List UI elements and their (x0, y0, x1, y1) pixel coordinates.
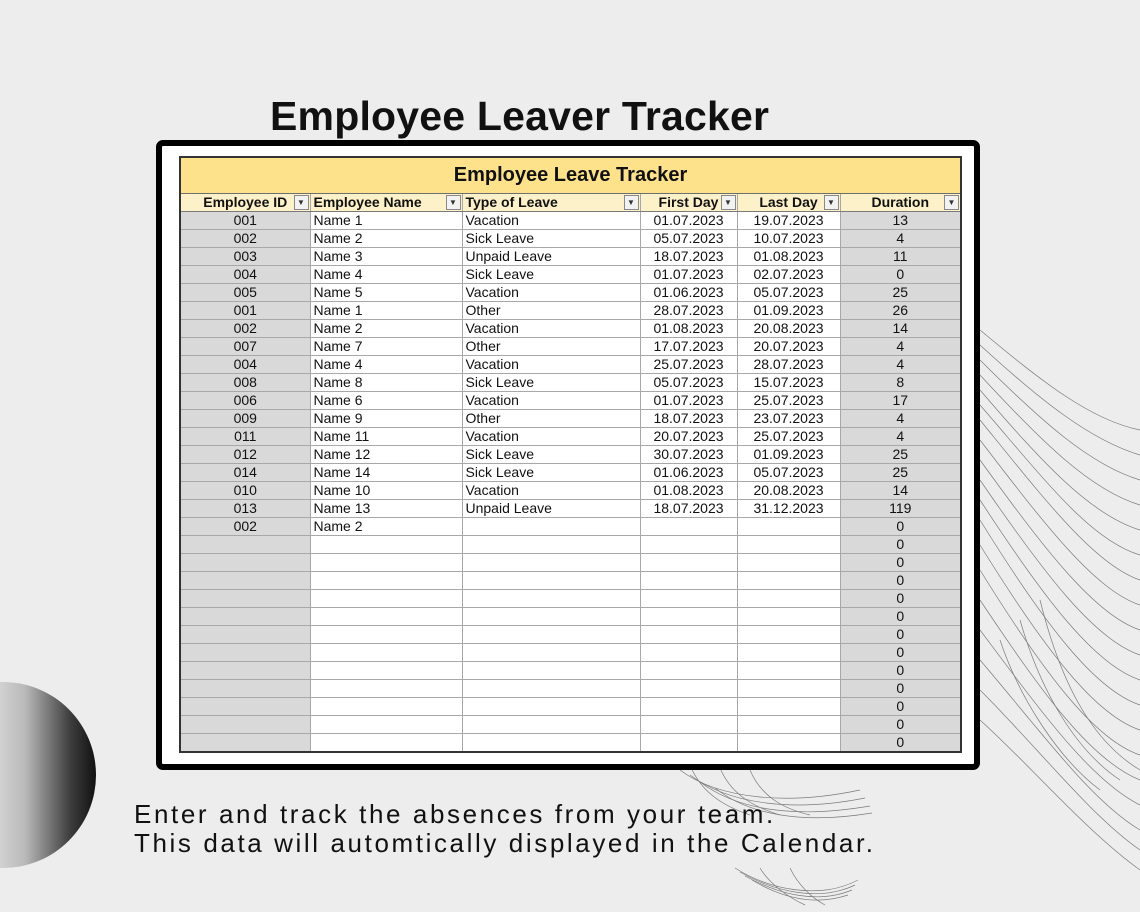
cell-first-day[interactable] (640, 698, 737, 716)
cell-first-day[interactable]: 01.07.2023 (640, 392, 737, 410)
cell-employee-id[interactable] (180, 554, 310, 572)
cell-employee-id[interactable]: 013 (180, 500, 310, 518)
cell-employee-id[interactable]: 004 (180, 266, 310, 284)
cell-last-day[interactable] (737, 698, 840, 716)
cell-last-day[interactable] (737, 554, 840, 572)
table-row (180, 518, 961, 536)
cell-first-day[interactable] (640, 536, 737, 554)
cell-employee-name[interactable]: Name 8 (310, 374, 462, 392)
caption (134, 800, 876, 858)
cell-type-of-leave[interactable]: Other (462, 302, 640, 320)
cell-employee-id[interactable] (180, 662, 310, 680)
cell-employee-name[interactable] (310, 626, 462, 644)
table-row (180, 464, 961, 482)
cell-employee-name[interactable] (310, 554, 462, 572)
cell-employee-name[interactable]: Name 13 (310, 500, 462, 518)
cell-duration[interactable]: 17 (840, 392, 961, 410)
cell-employee-name[interactable] (310, 698, 462, 716)
cell-employee-name[interactable]: Name 7 (310, 338, 462, 356)
cell-last-day[interactable] (737, 680, 840, 698)
cell-first-day[interactable]: 28.07.2023 (640, 302, 737, 320)
cell-employee-name[interactable]: Name 11 (310, 428, 462, 446)
cell-first-day[interactable] (640, 554, 737, 572)
cell-type-of-leave[interactable] (462, 734, 640, 753)
cell-first-day[interactable]: 05.07.2023 (640, 230, 737, 248)
cell-employee-id[interactable] (180, 536, 310, 554)
cell-type-of-leave[interactable]: Vacation (462, 284, 640, 302)
cell-employee-name[interactable]: Name 5 (310, 284, 462, 302)
leave-tracker-table (179, 156, 962, 753)
cell-type-of-leave[interactable]: Sick Leave (462, 230, 640, 248)
cell-type-of-leave[interactable] (462, 626, 640, 644)
cell-first-day[interactable] (640, 716, 737, 734)
cell-first-day[interactable]: 18.07.2023 (640, 410, 737, 428)
cell-employee-name[interactable] (310, 662, 462, 680)
cell-employee-id[interactable]: 011 (180, 428, 310, 446)
cell-employee-id[interactable] (180, 716, 310, 734)
cell-employee-id[interactable] (180, 644, 310, 662)
cell-duration[interactable]: 0 (840, 644, 961, 662)
table-row (180, 302, 961, 320)
cell-first-day[interactable] (640, 518, 737, 536)
cell-employee-id[interactable]: 006 (180, 392, 310, 410)
cell-employee-id[interactable] (180, 608, 310, 626)
cell-last-day[interactable] (737, 518, 840, 536)
table-row (180, 446, 961, 464)
cell-employee-id[interactable]: 001 (180, 212, 310, 230)
cell-employee-name[interactable] (310, 734, 462, 753)
cell-duration[interactable]: 14 (840, 482, 961, 500)
cell-employee-name[interactable]: Name 4 (310, 266, 462, 284)
cell-first-day[interactable] (640, 644, 737, 662)
cell-duration[interactable]: 4 (840, 410, 961, 428)
cell-last-day[interactable] (737, 590, 840, 608)
header-duration (840, 194, 961, 212)
header-last-day (737, 194, 840, 212)
cell-first-day[interactable]: 01.07.2023 (640, 266, 737, 284)
cell-last-day[interactable]: 20.08.2023 (737, 320, 840, 338)
table-row (180, 608, 961, 626)
cell-type-of-leave[interactable] (462, 572, 640, 590)
cell-employee-id[interactable] (180, 572, 310, 590)
cell-last-day[interactable]: 25.07.2023 (737, 392, 840, 410)
table-row (180, 356, 961, 374)
cell-employee-id[interactable]: 002 (180, 230, 310, 248)
cell-duration[interactable]: 8 (840, 374, 961, 392)
cell-duration[interactable]: 4 (840, 428, 961, 446)
header-label: Type of Leave (465, 194, 558, 210)
cell-employee-name[interactable]: Name 1 (310, 302, 462, 320)
page-title: Employee Leaver Tracker (270, 93, 770, 139)
header-type-of-leave (462, 194, 640, 212)
caption-line-2: This data will automtically displayed in the Calendar. (134, 828, 876, 858)
cell-duration[interactable]: 14 (840, 320, 961, 338)
header-label: Employee Name (313, 194, 422, 210)
cell-last-day[interactable]: 05.07.2023 (737, 464, 840, 482)
cell-duration[interactable]: 4 (840, 230, 961, 248)
table-row (180, 338, 961, 356)
table-row (180, 680, 961, 698)
filter-dropdown-icon[interactable]: ▼ (624, 195, 639, 210)
cell-duration[interactable]: 25 (840, 446, 961, 464)
cell-employee-id[interactable]: 014 (180, 464, 310, 482)
cell-employee-id[interactable]: 008 (180, 374, 310, 392)
cell-first-day[interactable]: 05.07.2023 (640, 374, 737, 392)
cell-first-day[interactable]: 20.07.2023 (640, 428, 737, 446)
cell-last-day[interactable] (737, 608, 840, 626)
cell-duration[interactable]: 0 (840, 716, 961, 734)
cell-first-day[interactable]: 01.07.2023 (640, 212, 737, 230)
cell-duration[interactable]: 25 (840, 284, 961, 302)
cell-last-day[interactable]: 25.07.2023 (737, 428, 840, 446)
cell-last-day[interactable]: 19.07.2023 (737, 212, 840, 230)
cell-type-of-leave[interactable]: Vacation (462, 392, 640, 410)
cell-employee-name[interactable]: Name 2 (310, 518, 462, 536)
table-row (180, 644, 961, 662)
cell-duration[interactable]: 0 (840, 698, 961, 716)
cell-employee-name[interactable]: Name 2 (310, 320, 462, 338)
cell-first-day[interactable]: 17.07.2023 (640, 338, 737, 356)
cell-employee-name[interactable] (310, 536, 462, 554)
cell-type-of-leave[interactable]: Vacation (462, 482, 640, 500)
cell-employee-name[interactable]: Name 12 (310, 446, 462, 464)
table-row (180, 590, 961, 608)
table-row (180, 626, 961, 644)
cell-duration[interactable]: 4 (840, 356, 961, 374)
cell-first-day[interactable]: 25.07.2023 (640, 356, 737, 374)
cell-type-of-leave[interactable] (462, 590, 640, 608)
cell-duration[interactable]: 26 (840, 302, 961, 320)
cell-employee-name[interactable]: Name 2 (310, 230, 462, 248)
cell-duration[interactable]: 0 (840, 518, 961, 536)
cell-duration[interactable]: 0 (840, 572, 961, 590)
cell-last-day[interactable] (737, 572, 840, 590)
table-row (180, 572, 961, 590)
cell-last-day[interactable]: 31.12.2023 (737, 500, 840, 518)
cell-type-of-leave[interactable]: Unpaid Leave (462, 248, 640, 266)
header-label: Employee ID (203, 194, 288, 210)
cell-duration[interactable]: 13 (840, 212, 961, 230)
cell-type-of-leave[interactable] (462, 680, 640, 698)
cell-type-of-leave[interactable] (462, 698, 640, 716)
cell-last-day[interactable]: 28.07.2023 (737, 356, 840, 374)
cell-last-day[interactable] (737, 644, 840, 662)
header-label: Duration (871, 194, 930, 210)
cell-type-of-leave[interactable]: Other (462, 410, 640, 428)
cell-duration[interactable]: 0 (840, 734, 961, 753)
filter-dropdown-icon[interactable]: ▼ (446, 195, 461, 210)
table-row (180, 428, 961, 446)
table-row (180, 698, 961, 716)
header-first-day (640, 194, 737, 212)
cell-first-day[interactable] (640, 626, 737, 644)
cell-type-of-leave[interactable] (462, 716, 640, 734)
cell-employee-id[interactable]: 001 (180, 302, 310, 320)
cell-duration[interactable]: 0 (840, 680, 961, 698)
cell-first-day[interactable]: 01.06.2023 (640, 284, 737, 302)
cell-first-day[interactable] (640, 590, 737, 608)
filter-dropdown-icon[interactable]: ▼ (721, 195, 736, 210)
table-row (180, 212, 961, 230)
cell-duration[interactable]: 0 (840, 266, 961, 284)
cell-type-of-leave[interactable]: Vacation (462, 428, 640, 446)
cell-last-day[interactable]: 01.09.2023 (737, 446, 840, 464)
table-row (180, 734, 961, 753)
cell-last-day[interactable] (737, 662, 840, 680)
cell-employee-name[interactable] (310, 608, 462, 626)
cell-employee-name[interactable] (310, 590, 462, 608)
cell-employee-id[interactable] (180, 698, 310, 716)
header-employee-id (180, 194, 310, 212)
cell-employee-id[interactable]: 002 (180, 518, 310, 536)
cell-last-day[interactable]: 02.07.2023 (737, 266, 840, 284)
cell-duration[interactable]: 0 (840, 626, 961, 644)
table-row (180, 266, 961, 284)
cell-type-of-leave[interactable]: Sick Leave (462, 446, 640, 464)
cell-last-day[interactable] (737, 536, 840, 554)
cell-last-day[interactable]: 01.09.2023 (737, 302, 840, 320)
cell-duration[interactable]: 0 (840, 608, 961, 626)
cell-duration[interactable]: 25 (840, 464, 961, 482)
cell-duration[interactable]: 0 (840, 662, 961, 680)
cell-last-day[interactable]: 10.07.2023 (737, 230, 840, 248)
cell-last-day[interactable]: 05.07.2023 (737, 284, 840, 302)
cell-employee-name[interactable]: Name 9 (310, 410, 462, 428)
cell-type-of-leave[interactable]: Sick Leave (462, 266, 640, 284)
cell-last-day[interactable] (737, 626, 840, 644)
cell-employee-name[interactable] (310, 572, 462, 590)
cell-employee-name[interactable]: Name 3 (310, 248, 462, 266)
cell-employee-id[interactable]: 005 (180, 284, 310, 302)
cell-employee-id[interactable] (180, 734, 310, 753)
cell-last-day[interactable]: 15.07.2023 (737, 374, 840, 392)
cell-first-day[interactable]: 30.07.2023 (640, 446, 737, 464)
cell-employee-name[interactable]: Name 1 (310, 212, 462, 230)
table-row (180, 482, 961, 500)
cell-last-day[interactable]: 20.07.2023 (737, 338, 840, 356)
cell-first-day[interactable]: 18.07.2023 (640, 500, 737, 518)
cell-duration[interactable]: 119 (840, 500, 961, 518)
table-row (180, 374, 961, 392)
header-employee-name (310, 194, 462, 212)
table-row (180, 536, 961, 554)
table-title-row (180, 157, 961, 194)
table-header-row (180, 194, 961, 212)
cell-employee-id[interactable] (180, 680, 310, 698)
cell-employee-id[interactable]: 009 (180, 410, 310, 428)
table-row (180, 662, 961, 680)
cell-type-of-leave[interactable]: Other (462, 338, 640, 356)
cell-duration[interactable]: 0 (840, 536, 961, 554)
cell-duration[interactable]: 0 (840, 554, 961, 572)
cell-employee-name[interactable]: Name 14 (310, 464, 462, 482)
cell-employee-id[interactable]: 007 (180, 338, 310, 356)
cell-employee-id[interactable] (180, 590, 310, 608)
cell-type-of-leave[interactable] (462, 608, 640, 626)
cell-type-of-leave[interactable] (462, 518, 640, 536)
cell-employee-name[interactable]: Name 4 (310, 356, 462, 374)
cell-type-of-leave[interactable]: Sick Leave (462, 464, 640, 482)
cell-first-day[interactable] (640, 572, 737, 590)
cell-employee-id[interactable] (180, 626, 310, 644)
cell-last-day[interactable] (737, 716, 840, 734)
cell-first-day[interactable] (640, 680, 737, 698)
caption-line-1: Enter and track the absences from your team. (134, 799, 776, 829)
table-row (180, 284, 961, 302)
cell-employee-name[interactable] (310, 644, 462, 662)
cell-first-day[interactable] (640, 734, 737, 753)
table-row (180, 554, 961, 572)
table-row (180, 248, 961, 266)
cell-type-of-leave[interactable]: Sick Leave (462, 374, 640, 392)
cell-duration[interactable]: 4 (840, 338, 961, 356)
cell-employee-name[interactable] (310, 716, 462, 734)
cell-type-of-leave[interactable]: Vacation (462, 320, 640, 338)
table-row (180, 392, 961, 410)
cell-employee-id[interactable]: 003 (180, 248, 310, 266)
cell-first-day[interactable]: 01.06.2023 (640, 464, 737, 482)
table-row (180, 320, 961, 338)
cell-employee-name[interactable]: Name 10 (310, 482, 462, 500)
cell-first-day[interactable] (640, 608, 737, 626)
cell-type-of-leave[interactable] (462, 644, 640, 662)
cell-last-day[interactable]: 01.08.2023 (737, 248, 840, 266)
cell-duration[interactable]: 0 (840, 590, 961, 608)
cell-last-day[interactable] (737, 734, 840, 753)
cell-type-of-leave[interactable] (462, 662, 640, 680)
cell-employee-id[interactable]: 002 (180, 320, 310, 338)
cell-employee-id[interactable]: 004 (180, 356, 310, 374)
table-row (180, 230, 961, 248)
cell-employee-name[interactable]: Name 6 (310, 392, 462, 410)
cell-employee-id[interactable]: 010 (180, 482, 310, 500)
cell-first-day[interactable]: 18.07.2023 (640, 248, 737, 266)
header-label: First Day (658, 194, 719, 210)
cell-last-day[interactable]: 23.07.2023 (737, 410, 840, 428)
cell-type-of-leave[interactable]: Vacation (462, 212, 640, 230)
cell-first-day[interactable] (640, 662, 737, 680)
table-title: Employee Leave Tracker (180, 157, 961, 194)
cell-type-of-leave[interactable] (462, 554, 640, 572)
table-row (180, 410, 961, 428)
decorative-gradient-circle (0, 682, 96, 868)
filter-dropdown-icon[interactable]: ▼ (294, 195, 309, 210)
filter-dropdown-icon[interactable]: ▼ (824, 195, 839, 210)
cell-first-day[interactable]: 01.08.2023 (640, 482, 737, 500)
cell-type-of-leave[interactable]: Vacation (462, 356, 640, 374)
cell-type-of-leave[interactable]: Unpaid Leave (462, 500, 640, 518)
filter-dropdown-icon[interactable]: ▼ (944, 195, 959, 210)
cell-employee-id[interactable]: 012 (180, 446, 310, 464)
table-row (180, 500, 961, 518)
cell-type-of-leave[interactable] (462, 536, 640, 554)
table-row (180, 716, 961, 734)
cell-first-day[interactable]: 01.08.2023 (640, 320, 737, 338)
cell-employee-name[interactable] (310, 680, 462, 698)
cell-duration[interactable]: 11 (840, 248, 961, 266)
header-label: Last Day (759, 194, 818, 210)
cell-last-day[interactable]: 20.08.2023 (737, 482, 840, 500)
